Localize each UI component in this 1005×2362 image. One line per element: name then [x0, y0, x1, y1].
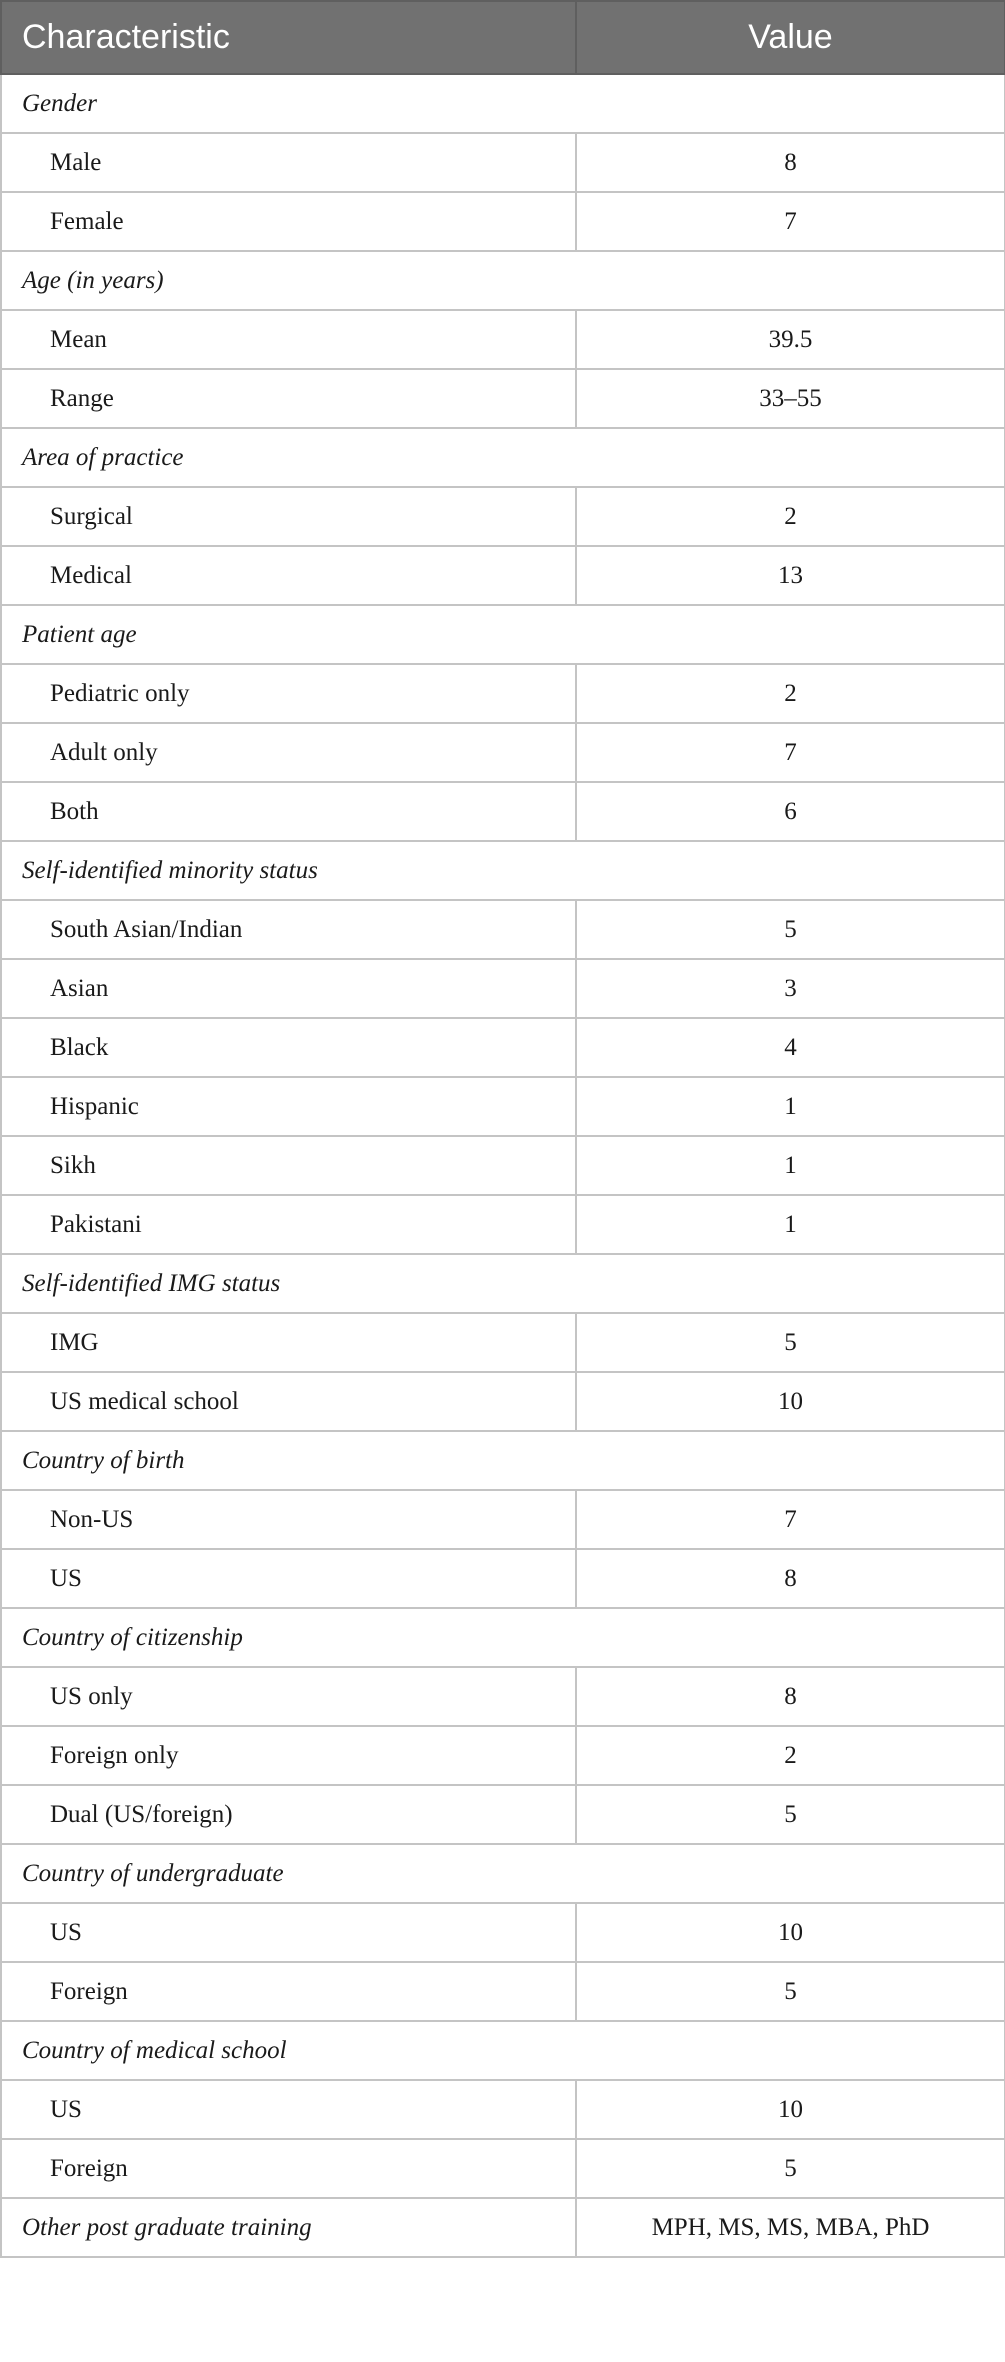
row-value: 2: [576, 664, 1005, 723]
table-row: [1, 487, 1005, 546]
table-row: [1, 1726, 1005, 1785]
group-label: Age (in years): [1, 251, 1005, 310]
row-value: 5: [576, 1785, 1005, 1844]
row-label: Foreign: [1, 2139, 576, 2198]
row-value: 5: [576, 900, 1005, 959]
table-group-row: [1, 74, 1005, 133]
row-value: 33–55: [576, 369, 1005, 428]
group-label: Country of citizenship: [1, 1608, 1005, 1667]
table-group-row: [1, 1608, 1005, 1667]
row-label: Mean: [1, 310, 576, 369]
table-row: [1, 1549, 1005, 1608]
table-row: [1, 1490, 1005, 1549]
row-value: 5: [576, 2139, 1005, 2198]
row-label: Both: [1, 782, 576, 841]
group-label: Country of medical school: [1, 2021, 1005, 2080]
row-label: Foreign: [1, 1962, 576, 2021]
table-row: [1, 1785, 1005, 1844]
table-group-row: [1, 1254, 1005, 1313]
table-group-row: [1, 2198, 1005, 2257]
row-value: 3: [576, 959, 1005, 1018]
table-row: [1, 1962, 1005, 2021]
row-label: South Asian/Indian: [1, 900, 576, 959]
header-characteristic: Characteristic: [1, 1, 576, 74]
row-label: Non-US: [1, 1490, 576, 1549]
row-label: Adult only: [1, 723, 576, 782]
row-value: 8: [576, 133, 1005, 192]
table-row: [1, 1667, 1005, 1726]
row-value: MPH, MS, MS, MBA, PhD: [576, 2198, 1005, 2257]
row-label: US only: [1, 1667, 576, 1726]
table-group-row: [1, 428, 1005, 487]
group-label: Country of birth: [1, 1431, 1005, 1490]
row-value: 7: [576, 192, 1005, 251]
row-label: Female: [1, 192, 576, 251]
group-label: Patient age: [1, 605, 1005, 664]
group-label: Self-identified IMG status: [1, 1254, 1005, 1313]
row-value: 2: [576, 487, 1005, 546]
row-value: 1: [576, 1195, 1005, 1254]
row-label: US: [1, 1549, 576, 1608]
row-label: Foreign only: [1, 1726, 576, 1785]
table-row: [1, 1136, 1005, 1195]
row-value: 5: [576, 1313, 1005, 1372]
row-label: Black: [1, 1018, 576, 1077]
row-label: US: [1, 2080, 576, 2139]
table-group-row: [1, 841, 1005, 900]
table-row: [1, 723, 1005, 782]
table-row: [1, 782, 1005, 841]
row-label: Dual (US/foreign): [1, 1785, 576, 1844]
table-row: [1, 133, 1005, 192]
row-value: 7: [576, 723, 1005, 782]
row-value: 7: [576, 1490, 1005, 1549]
table-body: [1, 74, 1005, 2257]
row-label: IMG: [1, 1313, 576, 1372]
table-row: [1, 310, 1005, 369]
group-label: Self-identified minority status: [1, 841, 1005, 900]
row-value: 1: [576, 1077, 1005, 1136]
row-value: 10: [576, 1903, 1005, 1962]
table-row: [1, 959, 1005, 1018]
row-label: Male: [1, 133, 576, 192]
table-row: [1, 192, 1005, 251]
row-label: Pakistani: [1, 1195, 576, 1254]
group-label: Country of undergraduate: [1, 1844, 1005, 1903]
row-value: 4: [576, 1018, 1005, 1077]
row-value: 39.5: [576, 310, 1005, 369]
table-row: [1, 1195, 1005, 1254]
row-value: 6: [576, 782, 1005, 841]
row-label: Sikh: [1, 1136, 576, 1195]
row-label: US medical school: [1, 1372, 576, 1431]
row-label: Pediatric only: [1, 664, 576, 723]
table-row: [1, 1903, 1005, 1962]
group-label: Other post graduate training: [1, 2198, 576, 2257]
group-label: Gender: [1, 74, 1005, 133]
table-row: [1, 1018, 1005, 1077]
header-value: Value: [576, 1, 1005, 74]
table-row: [1, 369, 1005, 428]
table-row: [1, 1077, 1005, 1136]
row-value: 8: [576, 1667, 1005, 1726]
table-group-row: [1, 251, 1005, 310]
table-row: [1, 2139, 1005, 2198]
table-group-row: [1, 1844, 1005, 1903]
row-value: 13: [576, 546, 1005, 605]
table-row: [1, 2080, 1005, 2139]
table-row: [1, 1372, 1005, 1431]
row-label: Range: [1, 369, 576, 428]
row-value: 10: [576, 1372, 1005, 1431]
row-label: Asian: [1, 959, 576, 1018]
row-label: Surgical: [1, 487, 576, 546]
row-value: 5: [576, 1962, 1005, 2021]
row-value: 1: [576, 1136, 1005, 1195]
group-label: Area of practice: [1, 428, 1005, 487]
table-row: [1, 900, 1005, 959]
table-group-row: [1, 2021, 1005, 2080]
table-group-row: [1, 1431, 1005, 1490]
row-value: 2: [576, 1726, 1005, 1785]
row-value: 8: [576, 1549, 1005, 1608]
table-header-row: [1, 1, 1005, 74]
row-label: US: [1, 1903, 576, 1962]
table-row: [1, 664, 1005, 723]
table-row: [1, 546, 1005, 605]
row-label: Medical: [1, 546, 576, 605]
table-row: [1, 1313, 1005, 1372]
row-value: 10: [576, 2080, 1005, 2139]
table-group-row: [1, 605, 1005, 664]
row-label: Hispanic: [1, 1077, 576, 1136]
